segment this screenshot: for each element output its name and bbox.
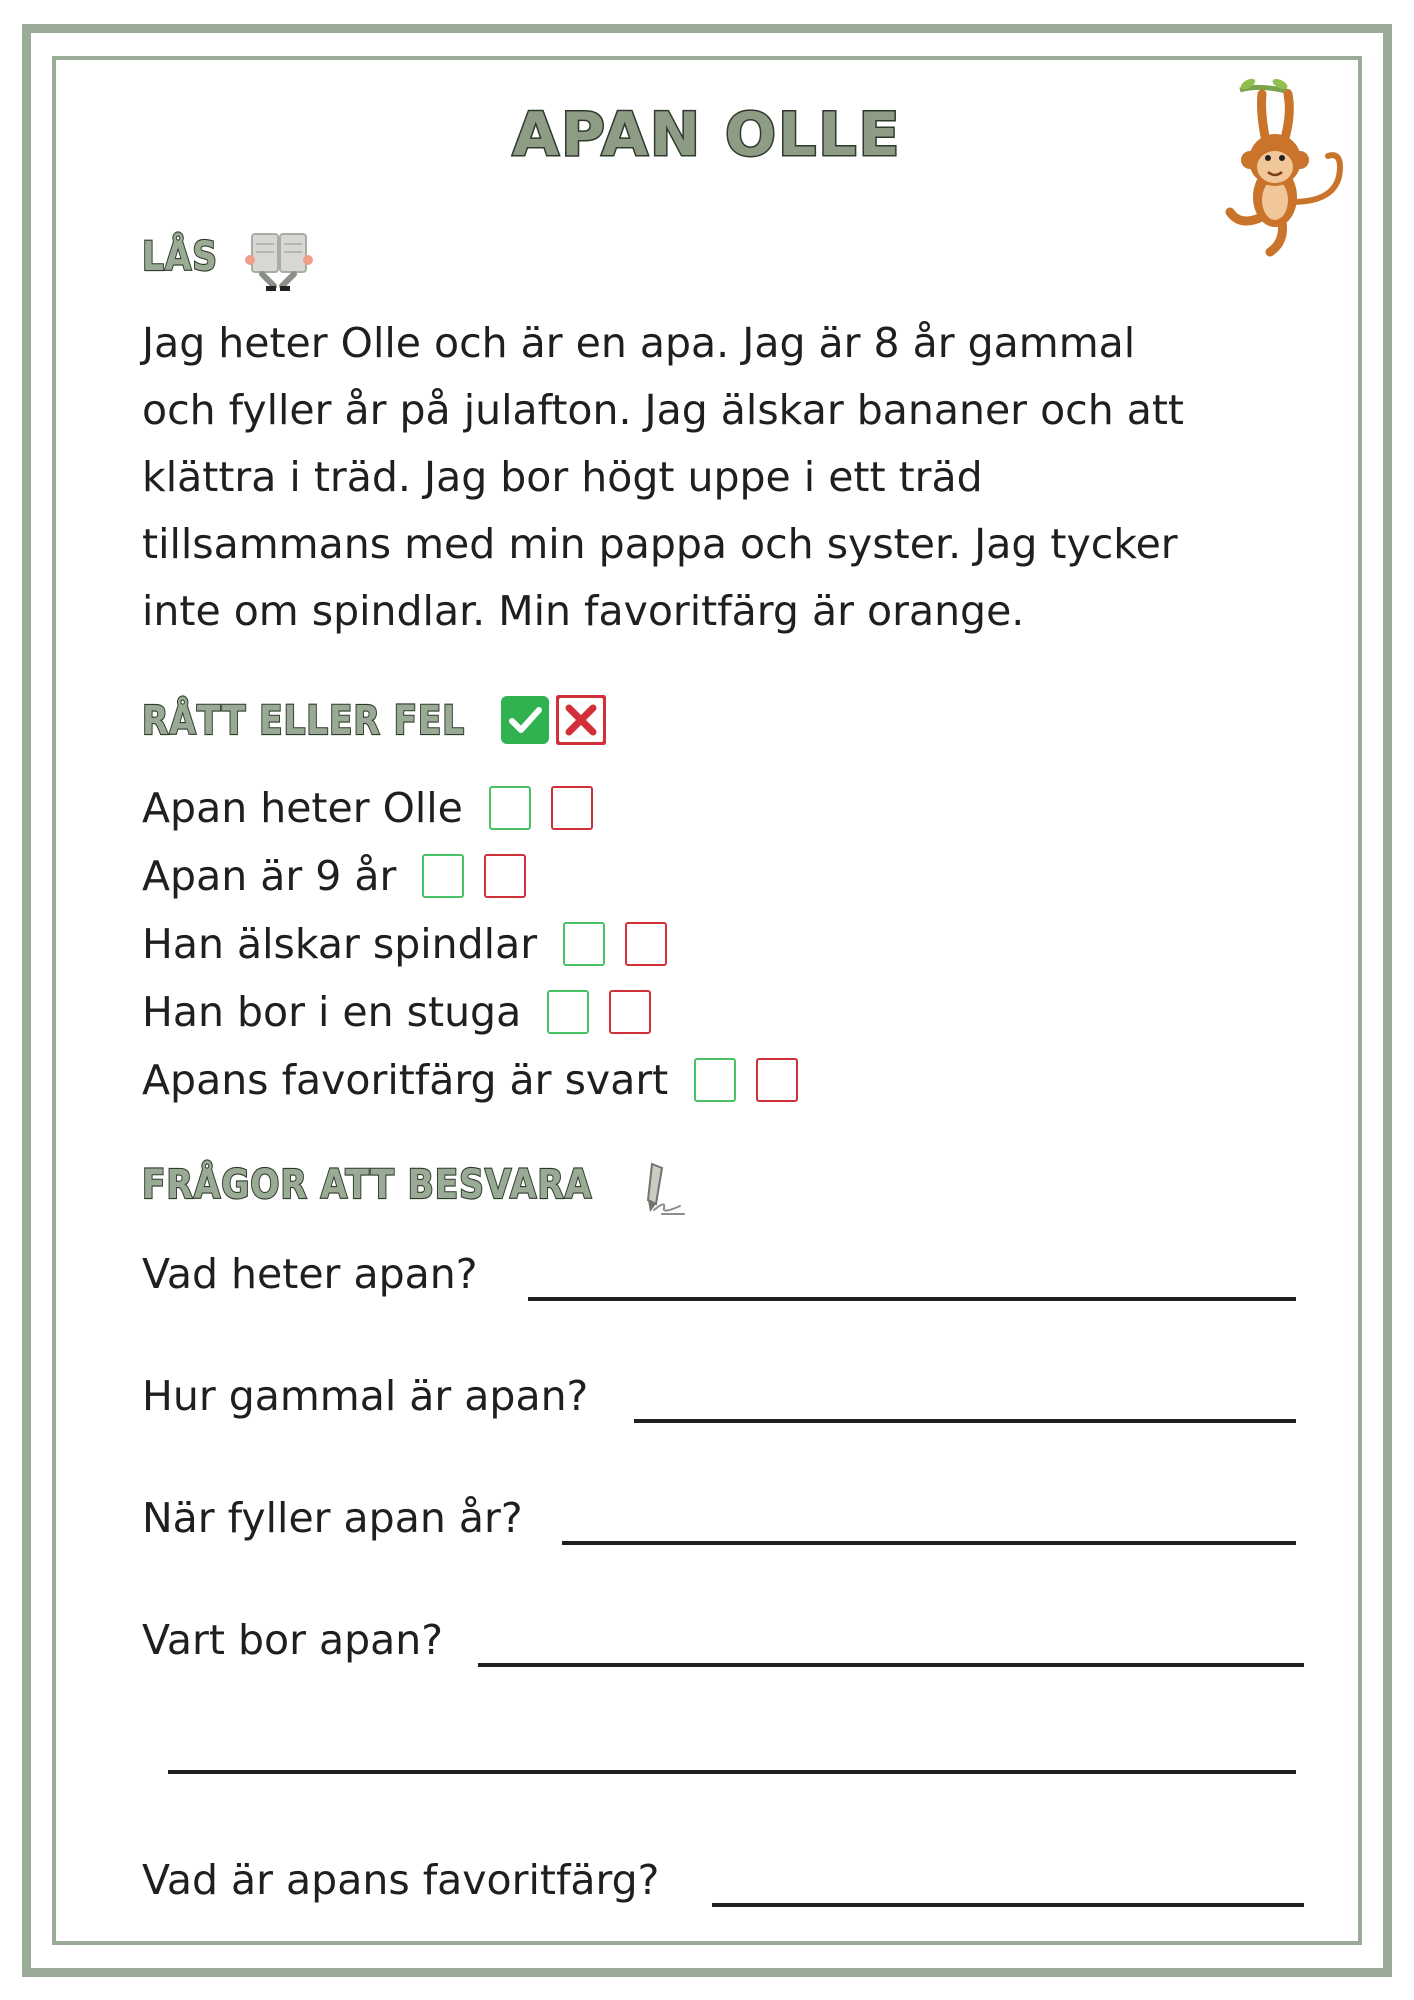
- monkey-illustration: [1200, 72, 1350, 262]
- answer-line[interactable]: [168, 1770, 1296, 1774]
- false-checkbox[interactable]: [551, 786, 593, 830]
- reading-person-icon: [244, 228, 314, 294]
- false-checkbox[interactable]: [625, 922, 667, 966]
- paragraph-line: tillsammans med min pappa och syster. Jag tycker: [142, 520, 1178, 568]
- answer-line[interactable]: [634, 1419, 1296, 1423]
- false-checkbox[interactable]: [484, 854, 526, 898]
- true-checkbox[interactable]: [694, 1058, 736, 1102]
- true-false-row: [142, 846, 526, 906]
- true-false-row: [142, 1050, 798, 1110]
- false-checkbox[interactable]: [756, 1058, 798, 1102]
- check-mark-icon: [500, 695, 550, 745]
- false-checkbox[interactable]: [609, 990, 651, 1034]
- question-text: Hur gammal är apan?: [142, 1372, 589, 1420]
- question-text: När fyller apan år?: [142, 1494, 523, 1542]
- statement-text: Apan är 9 år: [142, 852, 397, 900]
- statement-text: Han älskar spindlar: [142, 920, 538, 968]
- true-checkbox[interactable]: [422, 854, 464, 898]
- true-false-heading: RÅTT ELLER FEL: [142, 698, 466, 744]
- statement-text: Apans favoritfärg är svart: [142, 1056, 669, 1104]
- cross-mark-icon: [556, 695, 606, 745]
- answer-line[interactable]: [562, 1541, 1296, 1545]
- pencil-icon: [640, 1160, 690, 1218]
- true-checkbox[interactable]: [489, 786, 531, 830]
- statement-text: Han bor i en stuga: [142, 988, 522, 1036]
- true-checkbox[interactable]: [563, 922, 605, 966]
- true-false-row: [142, 914, 667, 974]
- true-checkbox[interactable]: [547, 990, 589, 1034]
- answer-line[interactable]: [712, 1903, 1304, 1907]
- true-false-row: [142, 778, 593, 838]
- question-text: Vart bor apan?: [142, 1616, 443, 1664]
- paragraph-line: Jag heter Olle och är en apa. Jag är 8 år gammal: [142, 319, 1136, 367]
- reading-paragraph: [142, 310, 1292, 645]
- statement-text: Apan heter Olle: [142, 784, 463, 832]
- questions-heading: FRÅGOR ATT BESVARA: [142, 1162, 593, 1208]
- paragraph-line: inte om spindlar. Min favoritfärg är orange.: [142, 587, 1025, 635]
- page-title: APAN OLLE: [512, 100, 902, 170]
- paragraph-line: och fyller år på julafton. Jag älskar bananer och att: [142, 386, 1184, 434]
- answer-line[interactable]: [528, 1297, 1296, 1301]
- question-text: Vad är apans favoritfärg?: [142, 1856, 660, 1904]
- answer-line[interactable]: [478, 1663, 1304, 1667]
- question-text: Vad heter apan?: [142, 1250, 478, 1298]
- paragraph-line: klättra i träd. Jag bor högt uppe i ett träd: [142, 453, 983, 501]
- read-heading: LÅS: [142, 234, 218, 280]
- true-false-row: [142, 982, 651, 1042]
